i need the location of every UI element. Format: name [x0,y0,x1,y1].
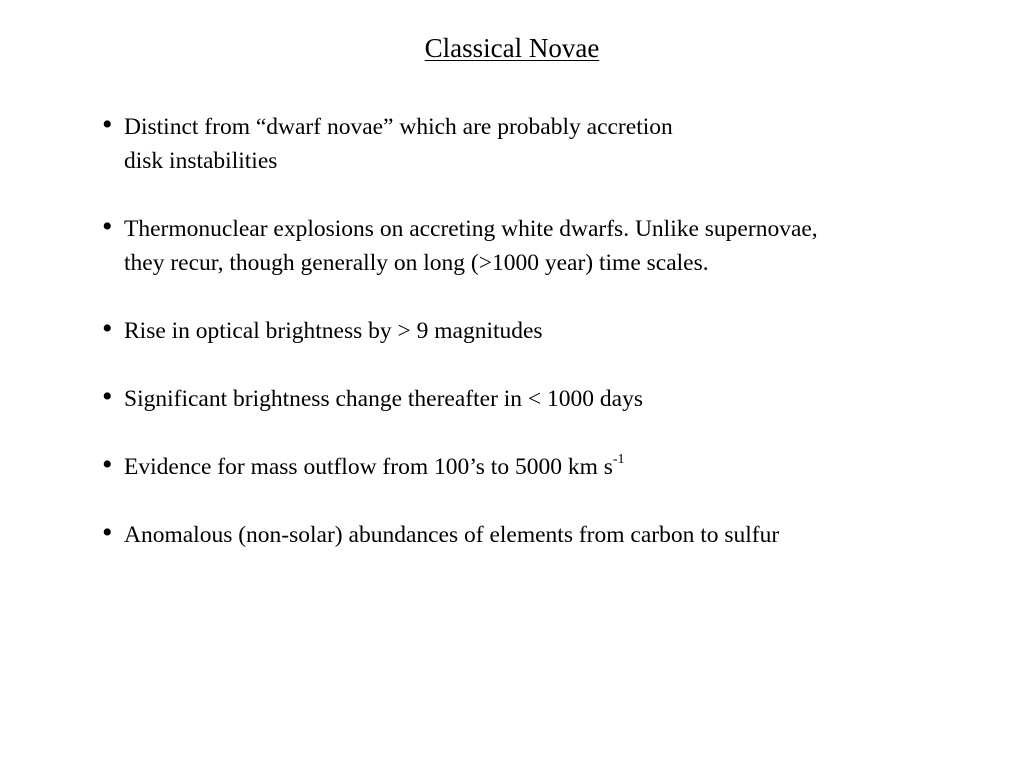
slide-title [0,30,1024,66]
bullet-dot-icon: • [102,380,113,413]
bullet-text: they recur, though generally on long (>1000 year) time scales. [124,250,709,276]
bullet-list [102,110,982,586]
bullet-item [102,110,982,178]
slide-title-text: Classical Novae [424,33,600,63]
bullet-dot-icon: • [102,108,113,141]
bullet-dot-icon: • [102,210,113,243]
bullet-text: Anomalous (non-solar) abundances of elements from carbon to sulfur [124,522,780,548]
bullet-item [102,450,982,484]
bullet-text: disk instabilities [124,148,278,174]
bullet-text: Significant brightness change thereafter in < 1000 days [124,386,644,412]
bullet-item [102,212,982,280]
bullet-text-with-superscript [124,450,982,484]
bullet-text: Distinct from “dwarf novae” which are probably accretion [124,114,673,140]
superscript-exponent: -1 [612,452,625,468]
bullet-text: Thermonuclear explosions on accreting white dwarfs. Unlike supernovae, [124,216,818,242]
bullet-item [102,382,982,416]
bullet-dot-icon: • [102,312,113,345]
bullet-item [102,518,982,552]
bullet-text: Rise in optical brightness by > 9 magnitudes [124,318,543,344]
bullet-item [102,314,982,348]
bullet-dot-icon: • [102,516,113,549]
bullet-dot-icon: • [102,448,113,481]
bullet-text: Evidence for mass outflow from 100’s to 5000 km s [124,454,613,480]
